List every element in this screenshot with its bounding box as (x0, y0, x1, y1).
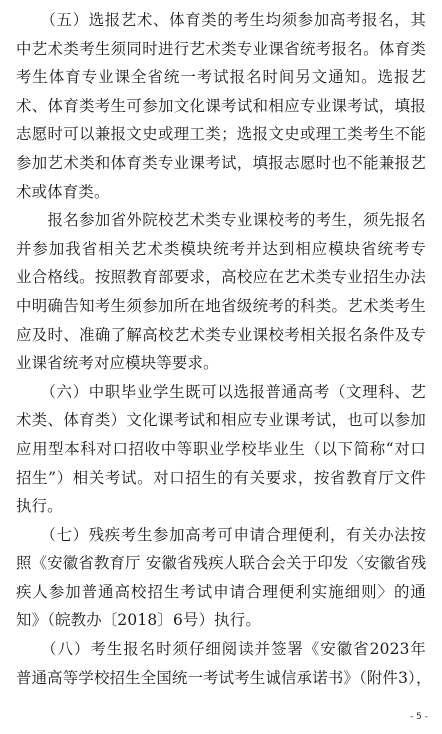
paragraph-6 (16, 378, 426, 521)
text-line: （六）中职毕业学生既可以选报普通高考（文理科、艺 (16, 382, 426, 401)
document-page (16, 6, 432, 692)
text-line: 术或体育类。 (16, 182, 110, 201)
paragraph-art-exam (16, 206, 426, 378)
text-line: 应及时、准确了解高校艺术类专业课校考相关报名条件及专 (16, 325, 426, 344)
text-line: 志愿时可以兼报文史或理工类；选报文史或理工类考生不能 (16, 125, 426, 144)
text-line: 参加艺术类和体育类专业课考试，填报志愿时也不能兼报艺 (16, 153, 426, 172)
paragraph-7 (16, 521, 426, 635)
text-line: （五）选报艺术、体育类的考生均须参加高考报名，其 (16, 11, 426, 29)
paragraph-8 (16, 635, 432, 692)
text-line: 普通高等学校招生全国统一考试考生诚信承诺书》（附件3）， (16, 668, 432, 687)
text-line: 术、体育类考生可参加文化课考试和相应专业课考试，填报 (16, 96, 426, 115)
text-line: （七）残疾考生参加高考可申请合理便利，有关办法按 (16, 525, 426, 544)
text-line: 中明确告知考生须参加所在地省级统考的科类。艺术类考生 (16, 296, 426, 315)
text-line: 报名参加省外院校艺术类专业课校考的考生，须先报名 (16, 211, 426, 230)
text-line: 术类、体育类）文化课考试和相应专业课考试，也可以参加 (16, 411, 426, 430)
text-line: 应用型本科对口招收中等职业学校毕业生（以下简称“对口 (16, 439, 426, 458)
text-line: 业合格线。按照教育部要求，高校应在艺术类专业招生办法 (16, 268, 426, 287)
text-line: 业课省统考对应模块等要求。 (16, 354, 219, 373)
text-line: （八）考生报名时须仔细阅读并签署《安徽省2023年 (16, 640, 426, 659)
text-line: 中艺术类考生须同时进行艺术类专业课省统考报名。体育类 (16, 39, 426, 58)
text-line: 考生体育专业课全省统一考试报名时间另文通知。选报艺 (16, 68, 426, 87)
text-line: 招生”）相关考试。对口招生的有关要求，按省教育厅文件 (16, 468, 426, 487)
text-line: 照《安徽省教育厅 安徽省残疾人联合会关于印发〈安徽省残 (16, 554, 427, 573)
text-line: 知》（皖教办〔2018〕6号）执行。 (16, 611, 261, 630)
text-line: 并参加我省相关艺术类模块统考并达到相应模块省统考专 (16, 239, 426, 258)
text-line: 执行。 (16, 497, 63, 516)
page-number: - 5 - (410, 712, 428, 722)
text-line: 疾人参加普通高校招生考试申请合理便利实施细则〉的通 (16, 582, 426, 601)
paragraph-5 (16, 6, 426, 206)
